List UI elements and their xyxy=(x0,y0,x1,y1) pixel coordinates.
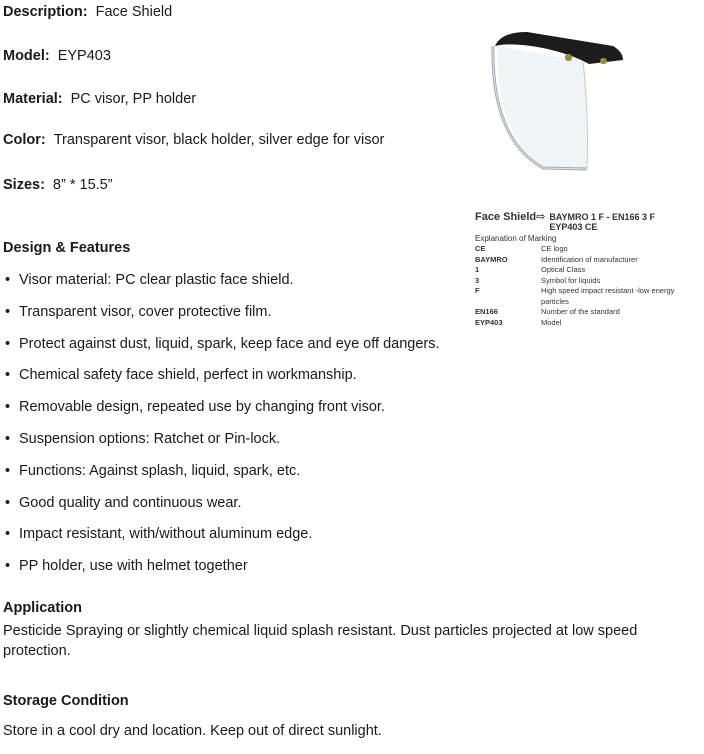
table-row: F High speed impact resistant -low energy particles xyxy=(475,286,675,306)
marking-code-line-2: EYP403 CE xyxy=(549,222,598,232)
list-item: • Impact resistant, with/without aluminum edge. xyxy=(5,526,313,543)
list-item: • Functions: Against splash, liquid, spark, etc. xyxy=(5,462,301,479)
spec-model xyxy=(3,48,111,64)
bullet-icon: • xyxy=(5,462,11,479)
bullet-icon: • xyxy=(5,367,11,384)
bullet-icon: • xyxy=(5,399,11,416)
bullet-icon: • xyxy=(5,272,11,288)
spec-value: EYP403 xyxy=(57,48,111,64)
spec-label: Model: xyxy=(3,48,50,64)
table-row: BAYMRO Identification of manufacturer xyxy=(475,254,638,264)
storage-heading: Storage Condition xyxy=(3,693,129,709)
table-row: CE CE logo xyxy=(475,244,568,253)
table-row: EYP403 Model xyxy=(475,317,562,327)
bullet-icon: • xyxy=(5,335,11,352)
marking-title: Face Shield xyxy=(475,211,537,223)
marking-code-line-1: BAYMRO 1 F - EN166 3 F xyxy=(549,212,656,222)
bullet-icon: • xyxy=(5,303,11,320)
list-item: • Suspension options: Ratchet or Pin-lock. xyxy=(5,430,281,447)
table-row: EN166 Number of the standard xyxy=(475,307,620,316)
list-item: • Removable design, repeated use by changing front visor. xyxy=(5,399,385,416)
spec-label: Color: xyxy=(3,132,46,148)
arrow-right-icon: ⇨ xyxy=(536,211,546,223)
table-row: 3 Symbol for liquids xyxy=(475,275,601,285)
spec-value: 8” * 15.5” xyxy=(52,177,113,193)
bullet-icon: • xyxy=(5,526,11,543)
application-text: Pesticide Spraying or slightly chemical liquid splash resistant. Dust particles projected at low speed protection. xyxy=(3,623,638,659)
spec-value: Transparent visor, black holder, silver edge for visor xyxy=(53,132,385,148)
storage-text: Store in a cool dry and location. Keep out of direct sunlight. xyxy=(3,723,382,739)
list-item: • Visor material: PC clear plastic face shield. xyxy=(5,272,294,288)
marking-legend xyxy=(475,212,703,328)
spec-color xyxy=(3,132,384,148)
list-item: • Protect against dust, liquid, spark, keep face and eye off dangers. xyxy=(5,335,440,352)
list-item: • Transparent visor, cover protective film. xyxy=(5,303,272,320)
design-heading: Design & Features xyxy=(3,240,131,256)
marking-table xyxy=(475,244,703,328)
application-heading: Application xyxy=(3,600,82,616)
spec-value: PC visor, PP holder xyxy=(70,91,197,107)
spec-material xyxy=(3,91,196,107)
spec-value: Face Shield xyxy=(95,4,173,20)
bullet-icon: • xyxy=(5,430,11,447)
list-item: • Good quality and continuous wear. xyxy=(5,494,242,511)
list-item: • Chemical safety face shield, perfect in workmanship. xyxy=(5,367,357,384)
face-shield-image xyxy=(485,18,645,178)
list-item: • PP holder, use with helmet together xyxy=(5,558,248,575)
marking-header xyxy=(475,212,703,232)
marking-explanation: Explanation of Marking xyxy=(475,234,557,243)
spec-label: Sizes: xyxy=(3,177,45,193)
bullet-icon: • xyxy=(5,494,11,511)
bullet-icon: • xyxy=(5,558,11,575)
spec-sizes xyxy=(3,177,113,193)
table-row: 1 Optical Class xyxy=(475,265,586,274)
spec-label: Description: xyxy=(3,4,88,20)
spec-description xyxy=(3,4,172,20)
spec-label: Material: xyxy=(3,91,63,107)
feature-list xyxy=(5,272,440,590)
